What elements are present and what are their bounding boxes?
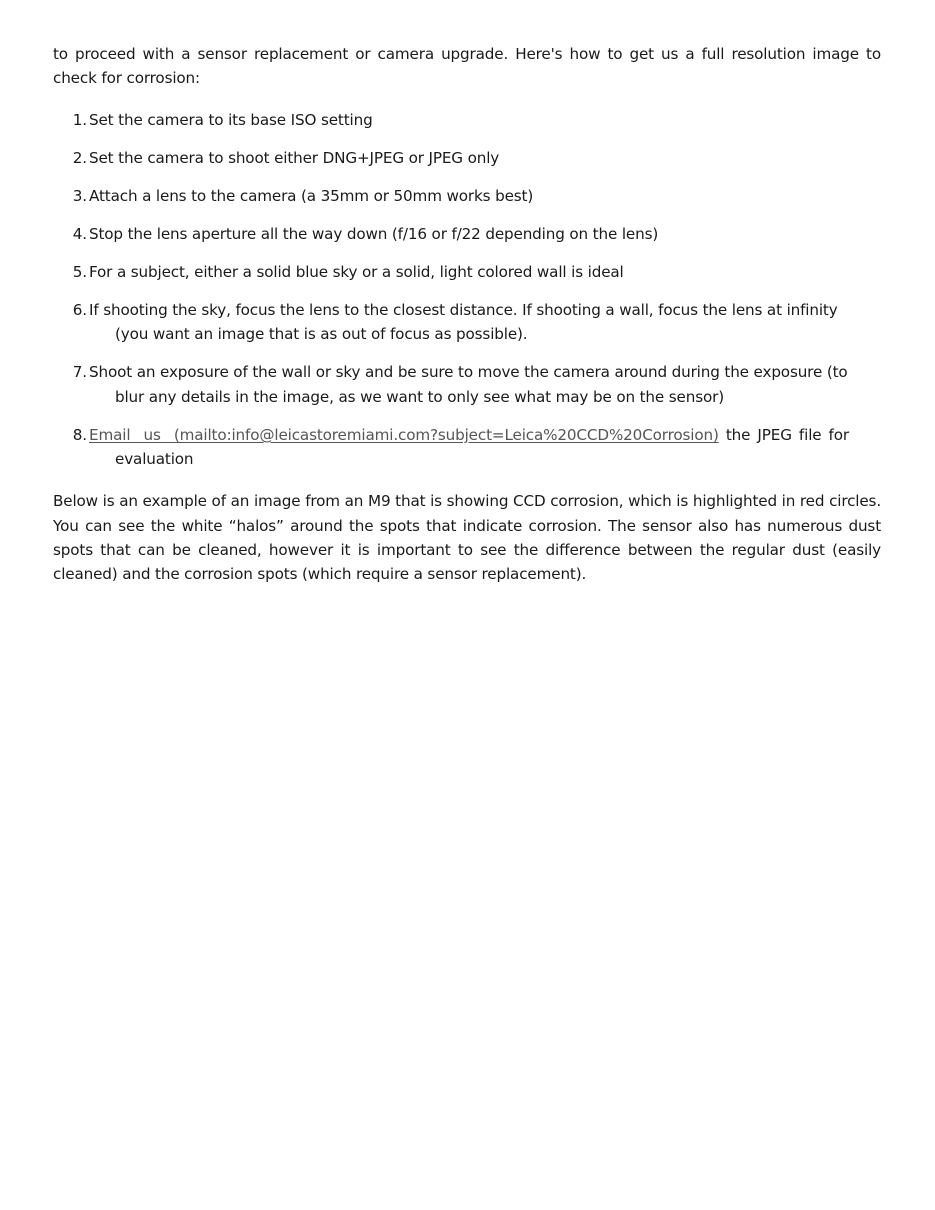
step-text: If shooting the sky, focus the lens to the closest distance. If shooting a wall, focus the lens at infinity (you want an image that is as out of focus as possible). [89, 301, 838, 344]
example-paragraph: Below is an example of an image from an M9 that is showing CCD corrosion, which is highlighted in red circles. You can see the white “halos” around the spots that indicate corrosion. The sensor also has numerous dust spots that can be cleaned, however it is important to see the difference between the regular dust (easily cleaned) and the corrosion spots (which require a sensor replacement). [53, 492, 881, 584]
list-item [72, 108, 849, 132]
step-text [89, 423, 849, 472]
step-number: 5. [72, 262, 87, 281]
step-text-after-link: the JPEG file for evaluation [115, 425, 849, 469]
step-text: Stop the lens aperture all the way down (f/16 or f/22 depending on the lens) [89, 224, 659, 243]
email-us-link[interactable]: Email us (mailto:info@leicastoremiami.com?subject=Leica%20CCD%20Corrosion) [89, 425, 719, 444]
step-number: 4. [72, 224, 87, 243]
list-item [72, 298, 849, 347]
step-number: 3. [72, 186, 87, 205]
step-text: Set the camera to its base ISO setting [89, 110, 373, 129]
step-number: 7. [72, 363, 87, 382]
list-item [72, 222, 849, 246]
list-item [72, 423, 849, 472]
step-text: Shoot an exposure of the wall or sky and be sure to move the camera around during the exposure (to blur any details in the image, as we want to only see what may be on the sensor) [89, 363, 848, 406]
list-item [72, 184, 849, 208]
step-number: 1. [72, 110, 87, 129]
instruction-list [53, 108, 881, 472]
step-number: 2. [72, 148, 87, 167]
step-text: Set the camera to shoot either DNG+JPEG or JPEG only [89, 148, 500, 167]
step-text: Attach a lens to the camera (a 35mm or 50mm works best) [89, 186, 534, 205]
document-page [53, 42, 881, 587]
step-text: For a subject, either a solid blue sky or a solid, light colored wall is ideal [89, 262, 624, 281]
step-number: 6. [72, 301, 87, 320]
list-item [72, 360, 849, 409]
intro-paragraph: to proceed with a sensor replacement or camera upgrade. Here's how to get us a full resolution image to check for corrosion: [53, 45, 881, 88]
list-item [72, 260, 849, 284]
list-item [72, 146, 849, 170]
step-number: 8. [72, 425, 87, 444]
